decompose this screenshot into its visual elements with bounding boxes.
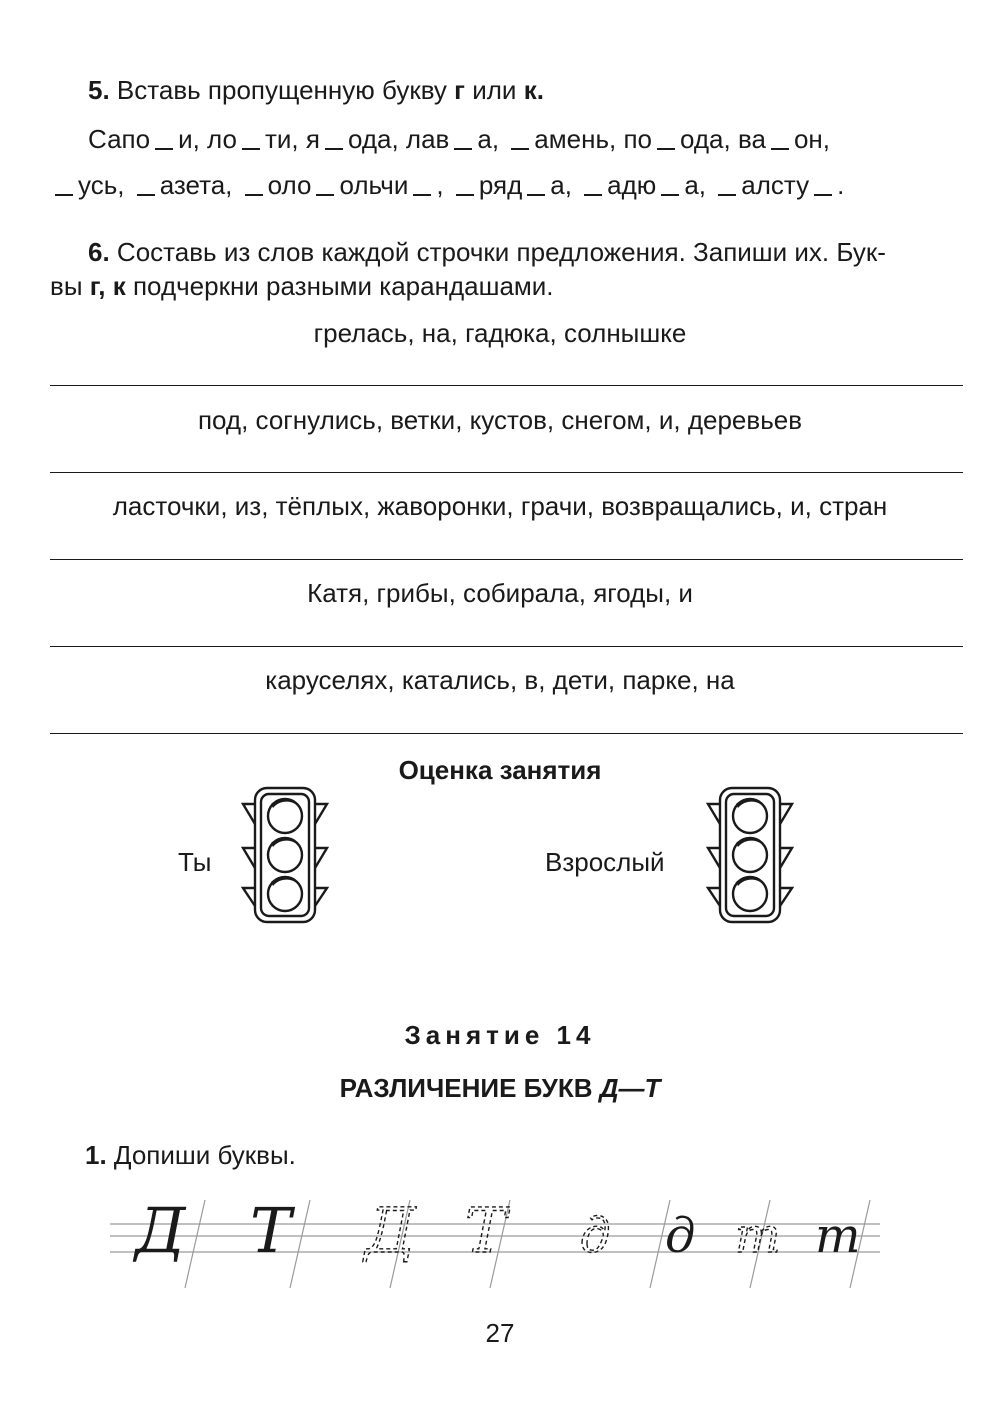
cursive-letter-t-upper: Т	[250, 1194, 292, 1267]
exercise-5-instruction	[88, 75, 544, 105]
page-number: 27	[485, 1318, 515, 1348]
instruction-text: Составь из слов каждой строчки предложения. Запиши их. Бук-	[116, 237, 886, 267]
blank[interactable]	[584, 192, 602, 196]
prompt-2: под, согнулись, ветки, кустов, снегом, и, деревьев	[197, 405, 803, 435]
blank[interactable]	[456, 192, 474, 196]
answer-line-5[interactable]	[50, 733, 963, 734]
answer-line-3[interactable]	[50, 559, 963, 560]
instruction-mid: или	[465, 75, 524, 105]
blank[interactable]	[771, 146, 789, 150]
assessment-title: Оценка занятия	[398, 755, 602, 785]
instruction-text: Вставь пропущенную букву	[116, 75, 455, 105]
exercise-number: 5.	[88, 75, 110, 105]
blank[interactable]	[661, 192, 679, 196]
answer-line-4[interactable]	[50, 646, 963, 647]
prompt-3: ласточки, из, тёплых, жаворонки, грачи, возвращались, и, стран	[112, 491, 888, 521]
you-label: Ты	[178, 847, 212, 877]
exercise-number: 1.	[85, 1140, 107, 1170]
blank[interactable]	[325, 146, 343, 150]
answer-line-1[interactable]	[50, 385, 963, 386]
exercise-1-instruction	[85, 1140, 296, 1170]
exercise-5-line-1: Сапо и, ло ти, я ода, лав а, амень, по ода, ва он,	[88, 124, 830, 154]
blank[interactable]	[155, 146, 173, 150]
prompt-4: Катя, грибы, собирала, ягоды, и	[307, 578, 693, 608]
lesson-title: Занятие 14	[404, 1020, 596, 1050]
exercise-6-instruction-line-2: вы г, к подчеркни разными карандашами.	[50, 271, 554, 301]
cursive-letter-t-lower: т	[815, 1208, 861, 1264]
cursive-letter-d-upper: Д	[135, 1194, 186, 1267]
exercise-5-line-2: усь, азета, оло ольчи , ряд а, адю а, алсту .	[50, 170, 844, 200]
exercise-6-instruction-line-1	[88, 237, 886, 267]
lesson-subtitle: РАЗЛИЧЕНИЕ БУКВ Д—Т	[339, 1073, 661, 1103]
prompt-1: грелась, на, гадюка, солнышке	[313, 318, 687, 348]
adult-label: Взрослый	[545, 847, 665, 877]
blank[interactable]	[814, 192, 832, 196]
blank[interactable]	[657, 146, 675, 150]
prompt-5: каруселях, катались, в, дети, парке, на	[265, 665, 735, 695]
cursive-letter-d-lower: д	[665, 1208, 696, 1264]
blank[interactable]	[718, 192, 736, 196]
cursive-letter-d-upper-dotted[interactable]: Д	[365, 1194, 416, 1267]
cursive-letter-d-lower-dotted[interactable]: д	[580, 1208, 611, 1264]
blank[interactable]	[245, 192, 263, 196]
blank[interactable]	[511, 146, 529, 150]
instruction-text: Допиши буквы.	[113, 1140, 296, 1170]
cursive-letter-t-lower-dotted[interactable]: т	[735, 1208, 781, 1264]
subtitle-letters: Д—Т	[599, 1073, 661, 1103]
blank[interactable]	[55, 192, 73, 196]
blank[interactable]	[413, 192, 431, 196]
blank[interactable]	[527, 192, 545, 196]
traffic-light-adult-icon[interactable]	[700, 780, 800, 930]
blank[interactable]	[316, 192, 334, 196]
letter-k: к.	[523, 75, 544, 105]
handwriting-practice[interactable]	[110, 1188, 890, 1298]
letters-g-k: г, к	[89, 271, 126, 301]
answer-line-2[interactable]	[50, 472, 963, 473]
cursive-letter-t-upper-dotted[interactable]: Т	[465, 1194, 507, 1267]
exercise-number: 6.	[88, 237, 110, 267]
blank[interactable]	[242, 146, 260, 150]
blank[interactable]	[137, 192, 155, 196]
traffic-light-you-icon[interactable]	[235, 780, 335, 930]
blank[interactable]	[454, 146, 472, 150]
letter-g: г	[454, 75, 466, 105]
